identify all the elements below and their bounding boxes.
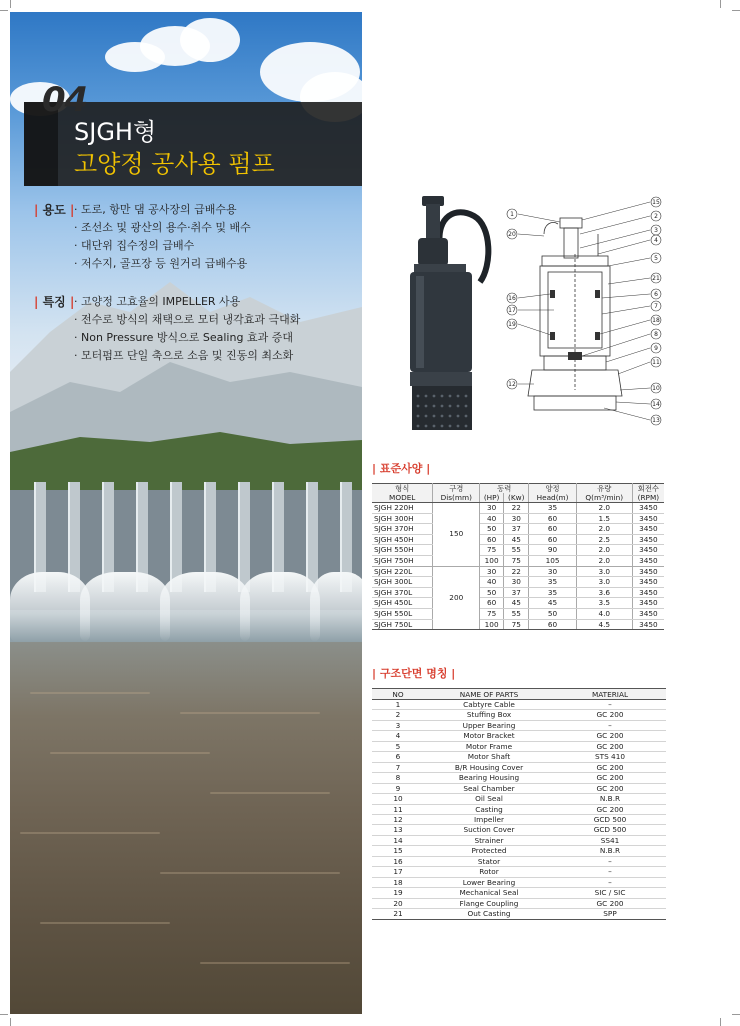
spec-cell-rpm: 3450 [632,524,664,535]
parts-cell-name: Motor Shaft [424,752,554,762]
spec-cell-model: SJGH 220H [372,503,433,514]
parts-cell-no: 5 [372,741,424,751]
diagram-callout [651,301,661,311]
feature-item: · 전수로 방식의 채택으로 모터 냉각효과 극대화 [74,313,301,326]
spec-row [372,524,664,535]
spec-row [372,577,664,588]
dam-pillar [306,482,318,592]
spec-cell-hp: 40 [480,577,504,588]
section-number: 04 [42,80,88,120]
parts-row [372,856,666,866]
parts-cell-name: Flange Coupling [424,898,554,908]
water-ripple [160,872,340,874]
parts-cell-name: Motor Bracket [424,731,554,741]
spec-cell-kw: 45 [504,598,529,609]
diagram-callout [651,225,661,235]
parts-cell-material: GC 200 [554,773,666,783]
spec-cell-rpm: 3450 [632,566,664,577]
parts-row [372,888,666,898]
water-ripple [50,752,210,754]
spec-cell-model: SJGH 550H [372,545,433,556]
spec-cell-kw: 22 [504,566,529,577]
diagram-callout [651,273,661,283]
spec-cell-model: SJGH 550L [372,608,433,619]
parts-cell-material: GC 200 [554,741,666,751]
feature-item: · Non Pressure 방식으로 Sealing 효과 증대 [74,331,293,344]
pump-photo [396,186,496,436]
parts-cell-name: Cabtyre Cable [424,700,554,710]
parts-row [372,762,666,772]
col-rpm-en: (RPM) [632,493,664,503]
parts-cell-no: 17 [372,867,424,877]
parts-cell-no: 6 [372,752,424,762]
spec-cell-hp: 75 [480,608,504,619]
col-dis: 구경 [433,484,480,494]
parts-cell-material: GC 200 [554,783,666,793]
spec-cell-rpm: 3450 [632,503,664,514]
parts-cell-no: 11 [372,804,424,814]
crop-mark [10,0,11,8]
svg-text:7: 7 [654,303,658,310]
parts-cell-no: 9 [372,783,424,793]
parts-cell-name: Rotor [424,867,554,877]
spec-cell-head: 45 [529,598,577,609]
parts-row [372,720,666,730]
water-spray [10,572,90,642]
usage-item: · 조선소 및 광산의 용수·취수 및 배수 [74,221,251,234]
parts-table [372,688,666,920]
water-ripple [20,832,160,834]
spec-cell-kw: 75 [504,555,529,566]
col-model: 형식 [372,484,433,494]
parts-cell-no: 20 [372,898,424,908]
parts-row [372,794,666,804]
parts-row [372,752,666,762]
parts-cell-name: Impeller [424,814,554,824]
feature-label: | 특징 | [34,295,75,309]
spec-cell-model: SJGH 450L [372,598,433,609]
svg-text:5: 5 [654,255,658,262]
spec-cell-hp: 30 [480,503,504,514]
spec-cell-model: SJGH 370L [372,587,433,598]
usage-item: · 저수지, 골프장 등 원거리 급배수용 [74,257,248,270]
parts-cell-no: 1 [372,700,424,710]
col-rpm: 회전수 [632,484,664,494]
water-spray [80,572,170,642]
spec-cell-model: SJGH 220L [372,566,433,577]
spec-cell-model: SJGH 450H [372,534,433,545]
parts-cell-no: 7 [372,762,424,772]
parts-cell-no: 8 [372,773,424,783]
parts-cell-name: B/R Housing Cover [424,762,554,772]
spec-cell-hp: 75 [480,545,504,556]
spec-cell-head: 60 [529,513,577,524]
spec-cell-flow: 2.0 [576,545,632,556]
spec-cell-kw: 30 [504,513,529,524]
col-dis-en: Dis(mm) [433,493,480,503]
parts-cell-no: 16 [372,856,424,866]
spec-row [372,566,664,577]
parts-cell-material: – [554,700,666,710]
svg-text:11: 11 [652,359,660,366]
parts-cell-name: Seal Chamber [424,783,554,793]
parts-cell-name: Mechanical Seal [424,888,554,898]
parts-row [372,783,666,793]
parts-row [372,909,666,919]
spec-cell-kw: 45 [504,534,529,545]
col-model-en: MODEL [372,493,433,503]
spec-cell-rpm: 3450 [632,534,664,545]
water-ripple [40,922,170,924]
crop-mark [0,10,8,11]
parts-row [372,877,666,887]
spec-cell-kw: 75 [504,619,529,630]
parts-cell-material: – [554,720,666,730]
col-material: MATERIAL [554,689,666,700]
spec-cell-kw: 37 [504,524,529,535]
svg-text:21: 21 [652,275,660,282]
spec-cell-head: 105 [529,555,577,566]
spec-cell-model: SJGH 370H [372,524,433,535]
parts-cell-name: Casting [424,804,554,814]
spec-cell-flow: 2.0 [576,524,632,535]
spec-cell-hp: 60 [480,534,504,545]
spec-cell-flow: 4.5 [576,619,632,630]
svg-text:16: 16 [508,295,516,302]
spec-cell-head: 35 [529,577,577,588]
parts-cell-name: Protected [424,846,554,856]
parts-row [372,898,666,908]
crop-mark [732,10,740,11]
col-power: 동력 [480,484,529,494]
col-kw: (Kw) [504,493,529,503]
diagram-callout [507,319,517,329]
parts-row [372,825,666,835]
svg-text:1: 1 [510,211,514,218]
spec-cell-kw: 30 [504,577,529,588]
diagram-callout [651,289,661,299]
water-ripple [210,792,330,794]
parts-cell-material: GCD 500 [554,825,666,835]
parts-row [372,773,666,783]
spec-row [372,503,664,514]
spec-cell-rpm: 3450 [632,513,664,524]
spec-cell-model: SJGH 300L [372,577,433,588]
water-spray [240,572,320,642]
feature-item: · 고양정 고효율의 IMPELLER 사용 [74,295,241,308]
spec-cell-model: SJGH 300H [372,513,433,524]
parts-cell-no: 19 [372,888,424,898]
col-no: NO [372,689,424,700]
svg-text:14: 14 [652,401,660,408]
parts-cell-name: Upper Bearing [424,720,554,730]
spec-cell-kw: 37 [504,587,529,598]
spec-cell-dis: 200 [433,566,480,630]
crop-mark [720,1018,721,1026]
svg-text:15: 15 [652,199,660,206]
svg-text:19: 19 [508,321,516,328]
diagram-callout [651,343,661,353]
parts-row [372,804,666,814]
spec-cell-flow: 3.6 [576,587,632,598]
svg-text:10: 10 [652,385,660,392]
cross-section-diagram [504,194,664,428]
parts-cell-no: 13 [372,825,424,835]
parts-cell-material: GC 200 [554,898,666,908]
svg-text:13: 13 [652,417,660,424]
spec-cell-kw: 55 [504,545,529,556]
dam-pillar [238,482,250,592]
parts-cell-material: N.B.R [554,794,666,804]
spec-cell-rpm: 3450 [632,555,664,566]
product-model: SJGH형 [74,118,157,146]
parts-row [372,835,666,845]
parts-row [372,731,666,741]
water-ripple [200,962,350,964]
parts-cell-material: – [554,856,666,866]
parts-row [372,867,666,877]
spec-cell-rpm: 3450 [632,587,664,598]
usage-label: | 용도 | [34,203,75,217]
diagram-callout [651,197,661,207]
svg-text:8: 8 [654,331,658,338]
crop-mark [732,1014,740,1015]
spec-cell-flow: 4.0 [576,608,632,619]
spec-cell-flow: 3.0 [576,577,632,588]
parts-cell-no: 10 [372,794,424,804]
crop-mark [10,1018,11,1026]
diagram-callout [507,209,517,219]
parts-cell-material: GC 200 [554,762,666,772]
spec-cell-head: 50 [529,608,577,619]
svg-text:2: 2 [654,213,658,220]
spec-cell-hp: 50 [480,587,504,598]
parts-cell-no: 15 [372,846,424,856]
parts-cell-name: Bearing Housing [424,773,554,783]
parts-cell-name: Out Casting [424,909,554,919]
parts-cell-name: Suction Cover [424,825,554,835]
parts-cell-material: SPP [554,909,666,919]
spec-cell-hp: 30 [480,566,504,577]
parts-cell-material: STS 410 [554,752,666,762]
diagram-callout [651,211,661,221]
svg-text:4: 4 [654,237,658,244]
spec-cell-flow: 3.0 [576,566,632,577]
usage-item: · 대단위 집수정의 급배수 [74,239,195,252]
spec-cell-head: 60 [529,524,577,535]
spec-row [372,555,664,566]
feature-item: · 모터펌프 단일 축으로 소음 및 진동의 최소화 [74,349,294,362]
parts-cell-name: Oil Seal [424,794,554,804]
diagram-callout [507,293,517,303]
col-name: NAME OF PARTS [424,689,554,700]
cloud [180,18,240,62]
parts-cell-material: – [554,867,666,877]
spec-cell-head: 35 [529,503,577,514]
spec-cell-model: SJGH 750L [372,619,433,630]
water-spray [310,572,362,642]
product-name: 고양정 공사용 펌프 [74,150,275,178]
svg-text:6: 6 [654,291,658,298]
river-water [10,642,362,1014]
diagram-callout [651,383,661,393]
svg-text:9: 9 [654,345,658,352]
spec-cell-rpm: 3450 [632,608,664,619]
spec-cell-hp: 60 [480,598,504,609]
diagram-callout [507,305,517,315]
cloud [105,42,165,72]
parts-cell-name: Lower Bearing [424,877,554,887]
parts-cell-material: GC 200 [554,710,666,720]
parts-cell-no: 3 [372,720,424,730]
diagram-callout [507,379,517,389]
svg-text:3: 3 [654,227,658,234]
water-spray [160,572,250,642]
col-head-en: Head(m) [529,493,577,503]
parts-cell-material: SS41 [554,835,666,845]
crop-mark [720,0,721,8]
mountains [10,252,362,492]
spec-cell-rpm: 3450 [632,577,664,588]
parts-cell-material: GC 200 [554,804,666,814]
parts-cell-no: 12 [372,814,424,824]
water-ripple [180,712,320,714]
parts-row [372,741,666,751]
diagram-callout [651,329,661,339]
usage-item: · 도로, 항만 댐 공사장의 급배수용 [74,203,237,216]
spec-cell-head: 30 [529,566,577,577]
spec-cell-flow: 3.5 [576,598,632,609]
col-flow: 유량 [576,484,632,494]
spec-cell-hp: 50 [480,524,504,535]
parts-cell-name: Strainer [424,835,554,845]
spec-table [372,483,664,630]
parts-cell-material: N.B.R [554,846,666,856]
parts-row [372,846,666,856]
parts-cell-no: 2 [372,710,424,720]
spec-cell-hp: 100 [480,555,504,566]
spec-section-title: | 표준사양 | [372,462,431,475]
parts-row [372,700,666,710]
spec-cell-head: 90 [529,545,577,556]
spec-row [372,545,664,556]
spec-cell-kw: 22 [504,503,529,514]
spec-cell-rpm: 3450 [632,619,664,630]
spec-row [372,534,664,545]
diagram-callout [651,315,661,325]
spec-row [372,513,664,524]
col-hp: (HP) [480,493,504,503]
spec-cell-hp: 40 [480,513,504,524]
parts-cell-name: Stuffing Box [424,710,554,720]
spec-row [372,619,664,630]
crop-mark [0,1014,8,1015]
svg-text:18: 18 [652,317,660,324]
parts-cell-no: 21 [372,909,424,919]
diagram-callout [651,253,661,263]
parts-row [372,710,666,720]
spec-cell-head: 60 [529,534,577,545]
col-head: 양정 [529,484,577,494]
parts-cell-material: – [554,877,666,887]
spec-cell-hp: 100 [480,619,504,630]
parts-cell-no: 4 [372,731,424,741]
diagram-callout [651,357,661,367]
parts-row [372,814,666,824]
parts-cell-no: 18 [372,877,424,887]
svg-text:12: 12 [508,381,516,388]
water-ripple [30,692,150,694]
spec-row [372,608,664,619]
diagram-callout [507,229,517,239]
parts-cell-material: GC 200 [554,731,666,741]
spec-row [372,587,664,598]
col-flow-en: Q(m³/min) [576,493,632,503]
spec-row [372,598,664,609]
diagram-callout [651,415,661,425]
spec-cell-flow: 2.0 [576,503,632,514]
diagram-callout [651,399,661,409]
parts-cell-name: Motor Frame [424,741,554,751]
spec-cell-rpm: 3450 [632,598,664,609]
spec-cell-model: SJGH 750H [372,555,433,566]
spec-cell-flow: 2.5 [576,534,632,545]
parts-section-title: | 구조단면 명칭 | [372,667,456,680]
diagram-callout [651,235,661,245]
spec-cell-kw: 55 [504,608,529,619]
svg-text:17: 17 [508,307,516,314]
parts-cell-material: GCD 500 [554,814,666,824]
parts-cell-no: 14 [372,835,424,845]
spec-cell-flow: 2.0 [576,555,632,566]
spec-cell-head: 60 [529,619,577,630]
spec-cell-head: 35 [529,587,577,598]
spec-cell-dis: 150 [433,503,480,567]
svg-text:20: 20 [508,231,516,238]
parts-cell-material: SIC / SIC [554,888,666,898]
spec-cell-flow: 1.5 [576,513,632,524]
parts-cell-name: Stator [424,856,554,866]
spec-cell-rpm: 3450 [632,545,664,556]
